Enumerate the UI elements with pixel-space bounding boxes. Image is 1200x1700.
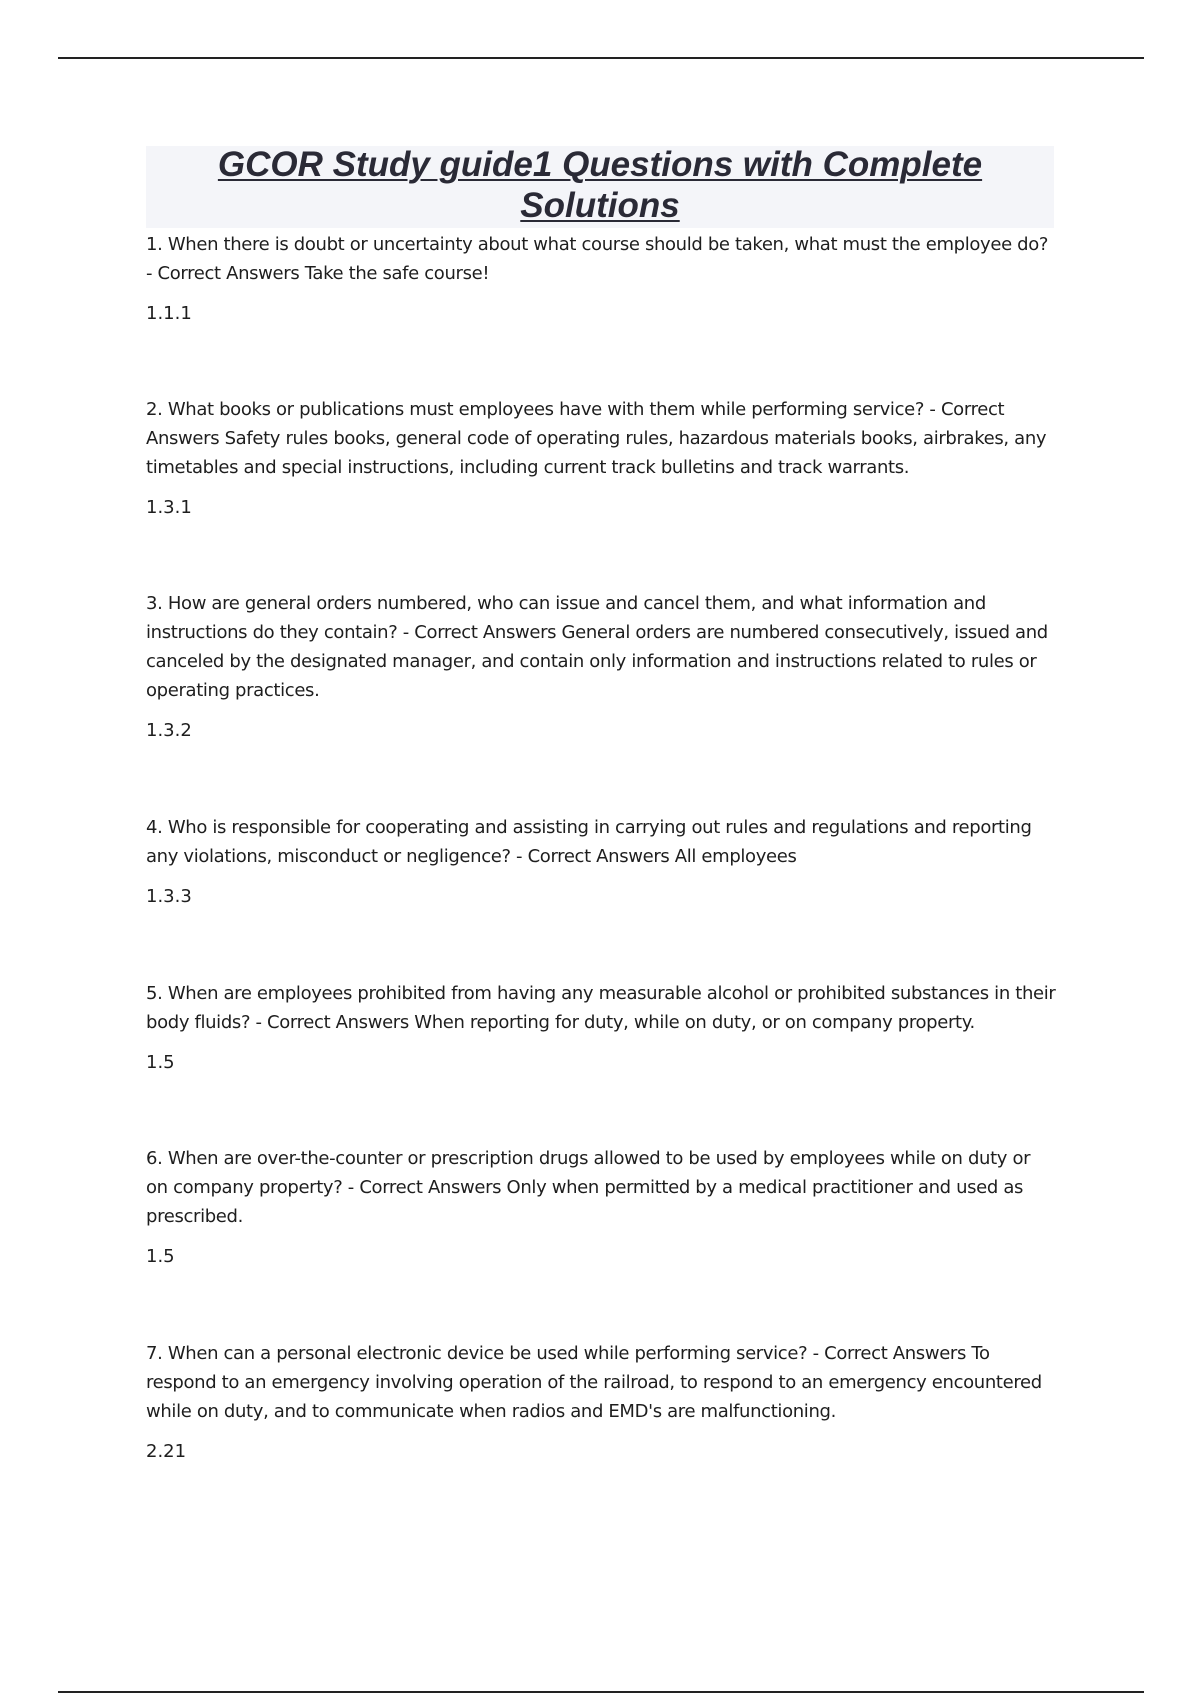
question-text: 3. How are general orders numbered, who can issue and cancel them, and what information and instructions do they contain? - Correct Answers General orders are numbered consecutively, issued and canceled by the designated manager, and contain only information and instructions related to rules or operating practices.	[146, 593, 1048, 701]
document-title: GCOR Study guide1 Questions with Complete Solutions	[217, 145, 983, 225]
question-text: 4. Who is responsible for cooperating and assisting in carrying out rules and regulations and reporting any violations, misconduct or negligence? - Correct Answers All employees	[146, 817, 1032, 867]
question-item-1	[146, 230, 1056, 326]
rule-reference: 1.3.3	[146, 886, 192, 907]
question-item-6	[146, 1144, 1056, 1269]
question-item-3	[146, 589, 1056, 743]
question-text: 1. When there is doubt or uncertainty about what course should be taken, what must the employee do? - Correct Answers Take the safe course!	[146, 234, 1049, 284]
question-item-4	[146, 813, 1056, 909]
question-item-2	[146, 395, 1056, 520]
rule-reference: 1.3.1	[146, 497, 192, 518]
question-text: 6. When are over-the-counter or prescription drugs allowed to be used by employees while on duty or on company property? - Correct Answers Only when permitted by a medical practitioner and used as prescribed.	[146, 1148, 1031, 1227]
question-item-7	[146, 1339, 1056, 1464]
rule-reference: 1.5	[146, 1246, 175, 1267]
rule-reference: 1.5	[146, 1052, 175, 1073]
header-rule	[58, 57, 1144, 59]
rule-reference: 2.21	[146, 1441, 187, 1462]
rule-reference: 1.3.2	[146, 720, 192, 741]
footer-rule	[58, 1691, 1144, 1693]
question-text: 2. What books or publications must employees have with them while performing service? - Correct Answers Safety rules books, general code of operating rules, hazardous materials books, airbrakes, any timetables and special instructions, including current track bulletins and track warrants.	[146, 399, 1047, 478]
question-text: 5. When are employees prohibited from having any measurable alcohol or prohibited substances in their body fluids? - Correct Answers When reporting for duty, while on duty, or on company property.	[146, 983, 1056, 1033]
rule-reference: 1.1.1	[146, 303, 192, 324]
question-text: 7. When can a personal electronic device be used while performing service? - Correct Answers To respond to an emergency involving operation of the railroad, to respond to an emergency encountered while on duty, and to communicate when radios and EMD's are malfunctioning.	[146, 1343, 1042, 1422]
question-item-5	[146, 979, 1056, 1075]
